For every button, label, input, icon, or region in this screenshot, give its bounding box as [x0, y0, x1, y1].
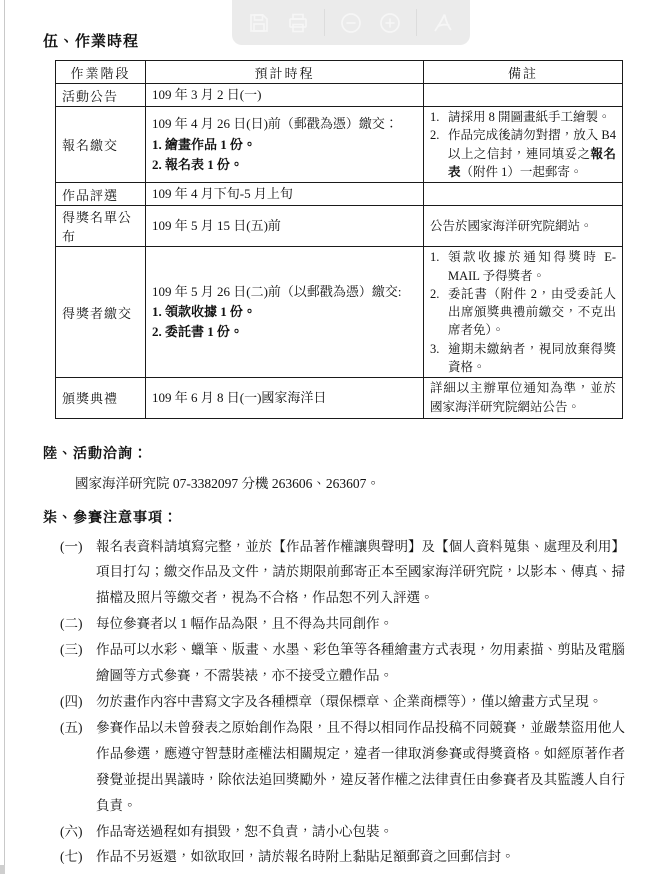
section6	[43, 443, 625, 492]
toolbar-divider	[324, 9, 325, 36]
notes-cell	[424, 84, 623, 107]
stage-cell: 作品評選	[56, 183, 146, 206]
pdf-viewer-toolbar	[232, 0, 470, 45]
notice-item-label: (一)	[60, 538, 83, 554]
notes-cell	[424, 183, 623, 206]
schedule-cell: 109 年 5 月 15 日(五)前	[146, 206, 424, 247]
save-icon[interactable]	[246, 10, 272, 36]
schedule-cell: 109 年 4 月下旬-5 月上旬	[146, 183, 424, 206]
table-row	[56, 107, 623, 183]
section7-heading: 柒、參賽注意事項：	[43, 510, 178, 526]
notice-item-label: (五)	[60, 719, 83, 735]
notice-item-text: 作品寄送過程如有損毀，恕不負責，請小心包裝。	[96, 823, 393, 839]
section6-contact-info: 國家海洋研究院 07-3382097 分機 263606、263607。	[75, 475, 380, 491]
stage-cell: 頒獎典禮	[56, 378, 146, 419]
schedule-cell: 109 年 6 月 8 日(一)國家海洋日	[146, 378, 424, 419]
stage-cell: 得獎者繳交	[56, 247, 146, 378]
schedule-cell: 109 年 3 月 2 日(一)	[146, 84, 424, 107]
column-header-schedule: 預計時程	[146, 61, 424, 84]
pdf-page-content	[43, 30, 625, 870]
schedule-table	[55, 60, 623, 419]
page-edge-line	[4, 0, 5, 866]
schedule-cell: 109 年 4 月 26 日(日)前（郵戳為憑）繳交： 1. 繪畫作品 1 份。 2. 報名表 1 份。	[146, 107, 424, 183]
section7	[43, 507, 625, 871]
adobe-acrobat-icon[interactable]	[430, 10, 456, 36]
table-row	[56, 183, 623, 206]
section5-heading: 伍、作業時程	[43, 34, 140, 50]
stage-cell: 報名繳交	[56, 107, 146, 183]
notice-item	[60, 637, 625, 689]
notes-cell: 1. 領款收據於通知得獎時 E-MAIL 予得獎者。 2. 委託書（附件 2，由受委託人出席頒獎典禮前繳交，不克出席者免）。 3. 逾期未繳納者，視同放棄得獎資格。	[424, 247, 623, 378]
notice-item	[60, 715, 625, 819]
notice-item	[60, 844, 625, 870]
table-row	[56, 84, 623, 107]
zoom-in-icon[interactable]	[377, 10, 403, 36]
notice-item-text: 勿於畫作內容中書寫文字及各種標章（環保標章、企業商標等），僅以繪畫方式呈現。	[96, 693, 603, 709]
notes-cell: 詳細以主辦單位通知為準，並於國家海洋研究院網站公告。	[424, 378, 623, 419]
notice-item-text: 報名表資料請填寫完整，並於【作品著作權讓與聲明】及【個人資料蒐集、處理及利用】項目打勾；繳交作品及文件，請於期限前郵寄正本至國家海洋研究院，以影本、傳真、掃描檔及照片等繳交者，視為不合格，作品恕不列入評選。	[96, 538, 625, 606]
table-row	[56, 378, 623, 419]
zoom-out-icon[interactable]	[338, 10, 364, 36]
notice-item-label: (二)	[60, 616, 83, 632]
stage-cell: 得獎名單公布	[56, 206, 146, 247]
notice-item	[60, 534, 625, 612]
schedule-table-body	[56, 84, 623, 419]
schedule-cell: 109 年 5 月 26 日(二)前（以郵戳為憑）繳交: 1. 領款收據 1 份。 2. 委託書 1 份。	[146, 247, 424, 378]
notice-item-text: 作品不另返還，如欲取回，請於報名時附上黏貼足額郵資之回郵信封。	[96, 849, 515, 865]
table-row	[56, 206, 623, 247]
notice-item-text: 每位參賽者以 1 幅作品為限，且不得為共同創作。	[96, 616, 393, 632]
section6-heading: 陸、活動洽詢：	[43, 446, 148, 462]
notes-cell: 1. 請採用 8 開圖畫紙手工繪製。 2. 作品完成後請勿對摺，放入 B4 以上之信封，連同填妥之報名表（附件 1）一起郵寄。	[424, 107, 623, 183]
table-header-row	[56, 61, 623, 84]
page-bottom-edge	[0, 865, 5, 874]
stage-cell: 活動公告	[56, 84, 146, 107]
notice-item-label: (七)	[60, 849, 83, 865]
notice-item-label: (六)	[60, 823, 83, 839]
notice-item-text: 作品可以水彩、蠟筆、版畫、水墨、彩色筆等各種繪畫方式表現，勿用素描、剪貼及電腦繪圖等方式參賽，不需裝裱，亦不接受立體作品。	[96, 642, 625, 684]
column-header-notes: 備註	[424, 61, 623, 84]
notice-item	[60, 689, 625, 715]
notice-list	[60, 534, 625, 871]
notice-item-text: 參賽作品以未曾發表之原始創作為限，且不得以相同作品投稿不同競賽，並嚴禁盜用他人作品參選，應遵守智慧財產權法相關規定，違者一律取消參賽或得獎資格。如經原著作者發覺並提出異議時，除依法追回獎勵外，違反著作權之法律責任由參賽者及其監護人自行負責。	[96, 719, 625, 813]
notice-item-label: (四)	[60, 693, 83, 709]
column-header-stage: 作業階段	[56, 61, 146, 84]
notes-cell: 公告於國家海洋研究院網站。	[424, 206, 623, 247]
notice-item	[60, 611, 625, 637]
print-icon[interactable]	[285, 10, 311, 36]
toolbar-divider	[416, 9, 417, 36]
notice-item	[60, 819, 625, 845]
table-row	[56, 247, 623, 378]
notice-item-label: (三)	[60, 642, 83, 658]
